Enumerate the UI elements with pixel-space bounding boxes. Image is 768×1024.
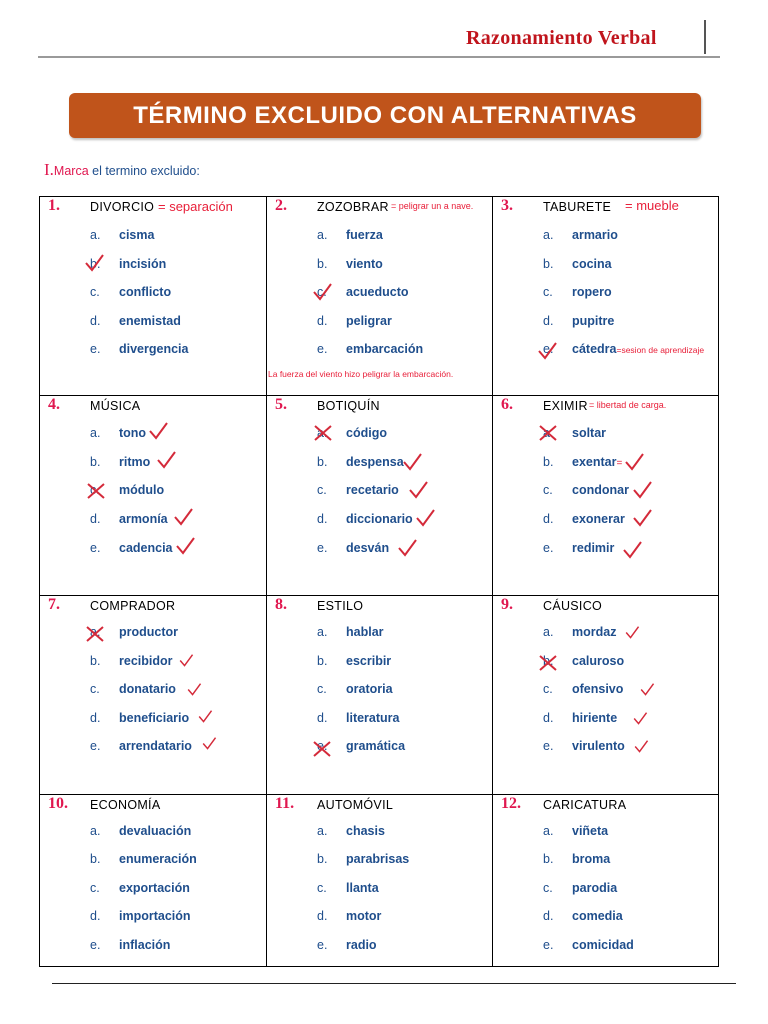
option-letter: b. [90, 455, 101, 469]
instruction-roman-numeral: I. [44, 160, 54, 179]
option-letter: c. [317, 483, 327, 497]
handwritten-note: = separación [158, 199, 233, 214]
problem-number: 3. [501, 197, 513, 214]
option-text: motor [346, 909, 382, 923]
option-letter: a. [317, 625, 328, 639]
handwritten-example: La fuerza del viento hizo peligrar la embarcación. [268, 369, 454, 379]
option-text: recetario [346, 483, 399, 497]
option-letter: d. [90, 512, 101, 526]
option-text: comedia [572, 909, 623, 923]
option-text: arrendatario [119, 739, 192, 753]
check-mark-icon [407, 480, 429, 500]
option-b[interactable] [543, 455, 622, 469]
problem-word: AUTOMÓVIL [317, 798, 394, 812]
option-text: fuerza [346, 228, 383, 242]
option-text: desván [346, 541, 390, 555]
problem-number: 8. [275, 596, 287, 613]
problem-number: 5. [275, 396, 287, 413]
option-e[interactable] [543, 541, 614, 555]
problem-word: CÁUSICO [543, 599, 603, 613]
problem-number: 7. [48, 596, 60, 613]
handwritten-note: = libertad de carga. [589, 400, 667, 410]
option-text: exonerar [572, 512, 625, 526]
problem-word: ECONOMÍA [90, 798, 161, 812]
option-c[interactable] [317, 881, 379, 895]
option-d[interactable] [543, 512, 625, 526]
problem-number: 9. [501, 596, 513, 613]
option-letter: e. [90, 938, 101, 952]
option-c[interactable] [317, 682, 393, 696]
option-letter: e. [317, 938, 328, 952]
option-letter: d. [90, 314, 101, 328]
option-text: ropero [572, 285, 612, 299]
option-text: radio [346, 938, 377, 952]
option-e[interactable] [90, 541, 173, 555]
check-mark-icon [201, 736, 217, 751]
option-text: embarcación [346, 342, 424, 356]
option-text: cisma [119, 228, 155, 242]
option-letter: d. [543, 314, 554, 328]
header-rule [38, 56, 720, 58]
option-text: mordaz [572, 625, 617, 639]
option-d[interactable] [90, 314, 181, 328]
option-letter: c. [543, 881, 553, 895]
option-e[interactable] [90, 739, 192, 753]
section-banner: TÉRMINO EXCLUIDO CON ALTERNATIVAS [69, 93, 701, 138]
header-divider [704, 20, 706, 54]
option-text: ofensivo [572, 682, 624, 696]
problem-word: ESTILO [317, 599, 364, 613]
problem-word: COMPRADOR [90, 599, 176, 613]
option-letter: a. [543, 625, 554, 639]
option-text: hablar [346, 625, 384, 639]
check-mark-icon [414, 508, 436, 528]
check-mark-icon [155, 450, 177, 470]
option-letter: b. [543, 257, 554, 271]
problem-word: CARICATURA [543, 798, 627, 812]
option-e[interactable] [543, 342, 704, 356]
option-letter: e. [543, 342, 554, 356]
option-a[interactable] [317, 625, 384, 639]
option-text: parodia [572, 881, 618, 895]
problem-cell-1 [40, 197, 267, 396]
option-text: exentar [572, 455, 617, 469]
cross-mark-icon [312, 423, 334, 443]
option-a[interactable] [543, 625, 616, 639]
option-d[interactable] [90, 909, 191, 923]
problem-word: BOTIQUÍN [317, 399, 380, 413]
option-letter: e. [543, 739, 554, 753]
option-e[interactable] [317, 342, 423, 356]
option-letter: b. [543, 654, 554, 668]
option-letter: a. [90, 625, 101, 639]
option-letter: a. [317, 824, 328, 838]
problem-word: MÚSICA [90, 399, 141, 413]
cross-mark-icon [85, 481, 107, 501]
handwritten-note: = [616, 458, 623, 469]
option-text: enemistad [119, 314, 181, 328]
exercise-grid [39, 196, 719, 967]
cross-mark-icon [311, 739, 333, 759]
option-letter: c. [90, 285, 100, 299]
option-letter: b. [317, 455, 328, 469]
option-text: condonar [572, 483, 629, 497]
option-text: escribir [346, 654, 392, 668]
option-letter: a. [317, 228, 328, 242]
problem-word: EXIMIR [543, 399, 588, 413]
option-letter: b. [543, 852, 554, 866]
problem-cell-6 [493, 396, 718, 596]
option-text: cocina [572, 257, 612, 271]
option-b[interactable] [543, 852, 610, 866]
option-text: virulento [572, 739, 625, 753]
option-a[interactable] [543, 824, 608, 838]
option-letter: d. [317, 711, 328, 725]
option-text: devaluación [119, 824, 192, 838]
option-text: broma [572, 852, 611, 866]
option-text: ritmo [119, 455, 151, 469]
problem-cell-7 [40, 596, 267, 795]
option-text: acueducto [346, 285, 409, 299]
check-mark-icon [624, 625, 640, 640]
option-text: inflación [119, 938, 171, 952]
option-text: despensa [346, 455, 404, 469]
option-text: módulo [119, 483, 165, 497]
option-letter: a. [543, 426, 554, 440]
option-text: tono [119, 426, 147, 440]
option-text: diccionario [346, 512, 413, 526]
option-d[interactable] [317, 909, 381, 923]
check-mark-icon [631, 480, 653, 500]
option-e[interactable] [90, 938, 170, 952]
option-text: código [346, 426, 387, 440]
option-letter: d. [543, 512, 554, 526]
problem-number: 2. [275, 197, 287, 214]
option-letter: e. [317, 739, 328, 753]
option-d[interactable] [317, 314, 392, 328]
check-mark-icon [632, 711, 648, 726]
option-b[interactable] [90, 654, 173, 668]
check-mark-icon [83, 253, 105, 273]
option-d[interactable] [317, 711, 400, 725]
option-letter: a. [543, 228, 554, 242]
check-mark-icon [178, 653, 194, 668]
option-text: importación [119, 909, 191, 923]
instruction-text: el termino excluido: [88, 164, 200, 178]
option-text: oratoria [346, 682, 393, 696]
option-c[interactable] [317, 483, 399, 497]
option-b[interactable] [317, 257, 383, 271]
option-d[interactable] [543, 909, 623, 923]
option-c[interactable] [543, 285, 612, 299]
check-mark-icon [172, 507, 194, 527]
problem-number: 4. [48, 396, 60, 413]
option-letter: b. [317, 654, 328, 668]
option-letter: d. [317, 314, 328, 328]
instruction-marca: Marca [53, 164, 89, 178]
check-mark-icon [623, 452, 645, 472]
option-text: llanta [346, 881, 379, 895]
option-text: comicidad [572, 938, 634, 952]
option-text: productor [119, 625, 179, 639]
option-letter: a. [317, 426, 328, 440]
problem-word: TABURETE [543, 200, 612, 214]
option-text: soltar [572, 426, 607, 440]
option-a[interactable] [90, 824, 191, 838]
option-text: exportación [119, 881, 190, 895]
option-text: peligrar [346, 314, 392, 328]
option-a[interactable] [543, 228, 618, 242]
check-mark-icon [536, 341, 558, 361]
option-letter: e. [317, 342, 328, 356]
problem-cell-12 [493, 795, 718, 966]
option-letter: d. [543, 711, 554, 725]
option-text: parabrisas [346, 852, 410, 866]
check-mark-icon [631, 508, 653, 528]
option-letter: b. [90, 852, 101, 866]
option-b[interactable] [317, 852, 409, 866]
option-letter: d. [90, 909, 101, 923]
option-text: literatura [346, 711, 400, 725]
check-mark-icon [311, 282, 333, 302]
option-letter: d. [317, 909, 328, 923]
option-letter: c. [317, 682, 327, 696]
option-letter: e. [317, 541, 328, 555]
option-c[interactable] [90, 285, 171, 299]
option-letter: c. [90, 682, 100, 696]
check-mark-icon [186, 682, 202, 697]
problem-cell-4 [40, 396, 267, 596]
option-text: recibidor [119, 654, 173, 668]
option-d[interactable] [90, 512, 168, 526]
check-mark-icon [633, 739, 649, 754]
option-b[interactable] [317, 654, 391, 668]
option-letter: c. [317, 881, 327, 895]
footer-rule [52, 983, 736, 984]
option-text: gramática [346, 739, 406, 753]
cross-mark-icon [537, 653, 559, 673]
problem-cell-11 [267, 795, 493, 966]
option-text: viento [346, 257, 383, 271]
option-c[interactable] [543, 483, 629, 497]
instruction [44, 160, 200, 180]
check-mark-icon [639, 682, 655, 697]
option-letter: c. [543, 285, 553, 299]
option-d[interactable] [543, 711, 617, 725]
problem-word: DIVORCIO [90, 200, 155, 214]
option-text: cadencia [119, 541, 173, 555]
option-text: conflicto [119, 285, 172, 299]
option-a[interactable] [317, 824, 385, 838]
option-e[interactable] [317, 938, 377, 952]
problem-cell-5 [267, 396, 493, 596]
option-letter: b. [90, 654, 101, 668]
option-e[interactable] [543, 739, 625, 753]
option-e[interactable] [317, 541, 389, 555]
option-letter: a. [90, 426, 101, 440]
option-c[interactable] [90, 881, 190, 895]
option-e[interactable] [543, 938, 634, 952]
page-header-title: Razonamiento Verbal [466, 27, 657, 49]
option-b[interactable] [317, 455, 404, 469]
option-text: cátedra [572, 342, 617, 356]
check-mark-icon [147, 421, 169, 441]
option-letter: d. [317, 512, 328, 526]
problem-number: 6. [501, 396, 513, 413]
option-d[interactable] [543, 314, 614, 328]
option-c[interactable] [543, 881, 617, 895]
problem-cell-3 [493, 197, 718, 396]
check-mark-icon [621, 540, 643, 560]
option-b[interactable] [90, 455, 150, 469]
handwritten-note: = mueble [625, 198, 679, 213]
problem-cell-8 [267, 596, 493, 795]
option-c[interactable] [543, 682, 623, 696]
handwritten-note: = peligrar un a nave. [391, 201, 474, 211]
option-letter: b. [543, 455, 554, 469]
problem-cell-9 [493, 596, 718, 795]
check-mark-icon [401, 452, 423, 472]
option-text: armario [572, 228, 618, 242]
option-a[interactable] [90, 228, 154, 242]
cross-mark-icon [537, 423, 559, 443]
option-text: pupitre [572, 314, 615, 328]
check-mark-icon [396, 538, 418, 558]
option-b[interactable] [90, 852, 197, 866]
problem-word: ZOZOBRAR [317, 200, 389, 214]
check-mark-icon [197, 709, 213, 724]
option-letter: e. [90, 541, 101, 555]
option-letter: b. [90, 257, 101, 271]
check-mark-icon [174, 536, 196, 556]
option-letter: e. [90, 342, 101, 356]
problem-number: 10. [48, 795, 68, 812]
option-text: beneficiario [119, 711, 190, 725]
option-letter: c. [90, 881, 100, 895]
option-letter: a. [90, 824, 101, 838]
option-text: enumeración [119, 852, 197, 866]
option-text: donatario [119, 682, 176, 696]
option-letter: c. [317, 285, 327, 299]
option-e[interactable] [90, 342, 188, 356]
problem-cell-10 [40, 795, 267, 966]
option-text: incisión [119, 257, 167, 271]
handwritten-note: =sesion de aprendizaje [616, 345, 705, 355]
option-letter: c. [543, 682, 553, 696]
option-text: viñeta [572, 824, 609, 838]
problem-number: 12. [501, 795, 521, 812]
cross-mark-icon [84, 624, 106, 644]
option-text: armonía [119, 512, 168, 526]
option-a[interactable] [317, 228, 383, 242]
option-letter: a. [543, 824, 554, 838]
option-text: hiriente [572, 711, 618, 725]
option-letter: e. [543, 541, 554, 555]
option-letter: b. [317, 257, 328, 271]
option-text: chasis [346, 824, 385, 838]
option-d[interactable] [90, 711, 189, 725]
option-text: caluroso [572, 654, 625, 668]
problem-number: 1. [48, 197, 60, 214]
option-letter: e. [90, 739, 101, 753]
problem-cell-2 [267, 197, 493, 396]
option-letter: a. [90, 228, 101, 242]
option-letter: e. [543, 938, 554, 952]
option-text: divergencia [119, 342, 189, 356]
option-b[interactable] [543, 257, 612, 271]
option-letter: d. [543, 909, 554, 923]
option-d[interactable] [317, 512, 413, 526]
option-a[interactable] [90, 426, 146, 440]
option-text: redimir [572, 541, 615, 555]
problem-number: 11. [275, 795, 295, 812]
option-letter: b. [317, 852, 328, 866]
option-letter: c. [543, 483, 553, 497]
option-letter: c. [90, 483, 100, 497]
option-c[interactable] [90, 682, 176, 696]
option-letter: d. [90, 711, 101, 725]
